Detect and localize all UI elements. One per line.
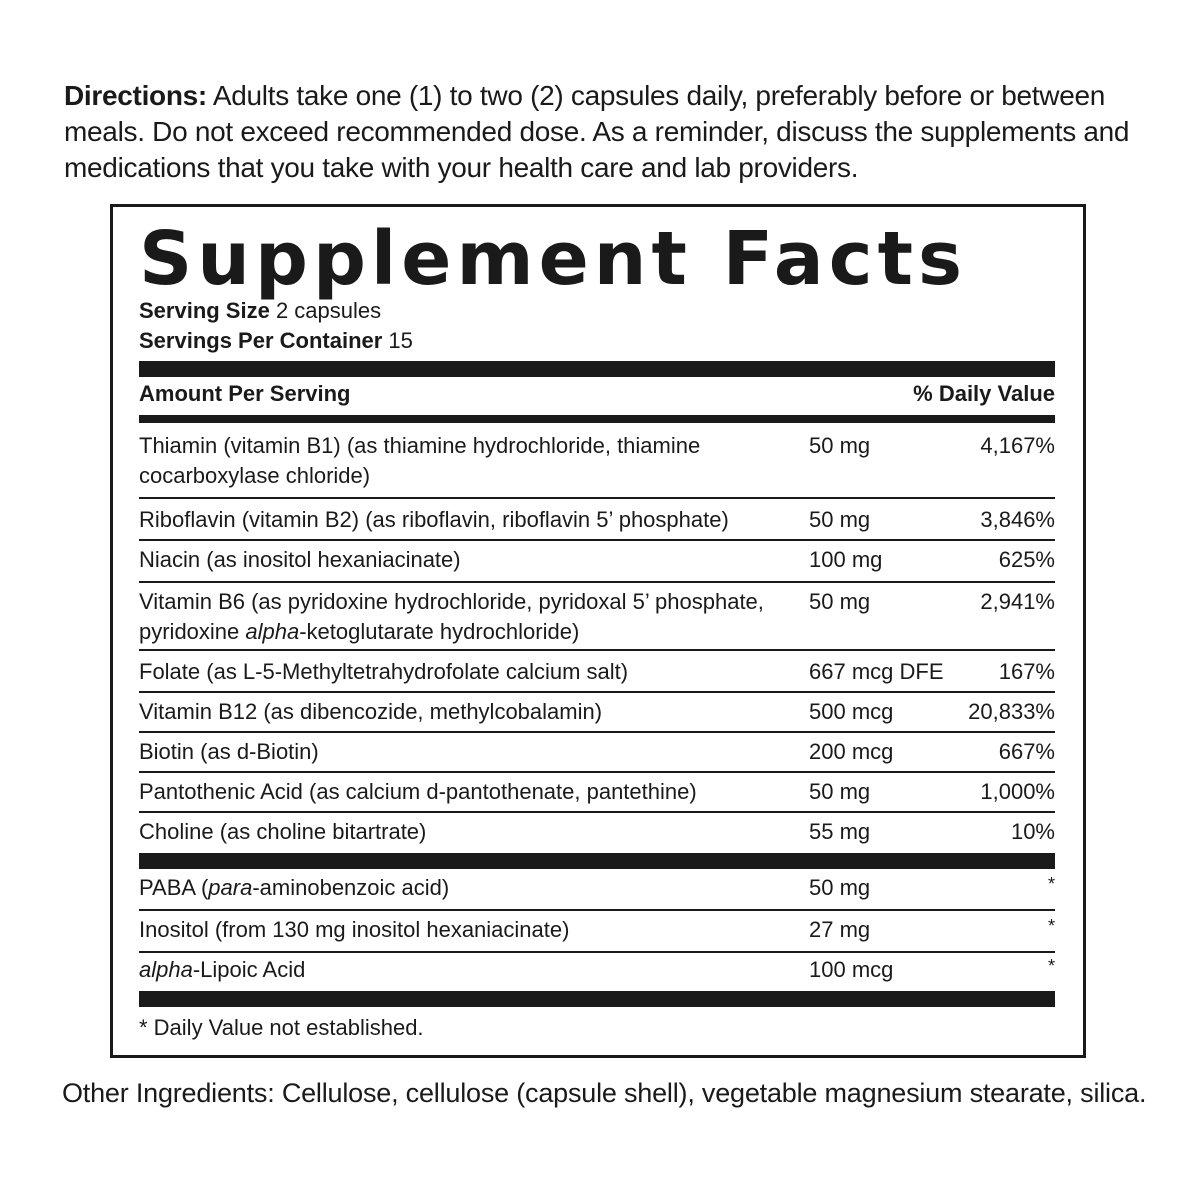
nutrient-name-part: -ketoglutarate hydrochloride) — [299, 619, 580, 644]
nutrient-dv: 1,000% — [980, 779, 1055, 804]
nutrient-name: Folate (as L-5-Methyltetrahydrofolate calcium salt) — [139, 659, 629, 684]
row-divider — [139, 539, 1055, 541]
ingredient-amount: 100 mcg — [809, 957, 894, 982]
nutrient-dv: 667% — [998, 739, 1055, 764]
nutrient-amount: 50 mg — [809, 507, 871, 532]
ingredient-name-italic: alpha — [139, 957, 193, 982]
nutrient-dv: 4,167% — [980, 433, 1055, 458]
thick-divider — [139, 991, 1055, 1007]
ingredient-name-part: -Lipoic Acid — [192, 957, 306, 982]
servings-value: 15 — [382, 328, 413, 353]
ingredient-name: Inositol (from 130 mg inositol hexaniacinate) — [139, 917, 570, 942]
ingredient-amount: 50 mg — [809, 875, 871, 900]
amount-header: Amount Per Serving — [139, 381, 351, 406]
nutrient-name: Riboflavin (vitamin B2) (as riboflavin, riboflavin 5’ phosphate) — [139, 507, 729, 532]
row-divider — [139, 691, 1055, 693]
serving-size-label: Serving Size — [139, 298, 270, 323]
thick-divider — [139, 853, 1055, 869]
row-divider — [139, 909, 1055, 911]
nutrient-amount: 55 mg — [809, 819, 871, 844]
servings-label: Servings Per Container — [139, 328, 383, 353]
nutrient-name: Vitamin B12 (as dibencozide, methylcobalamin) — [139, 699, 603, 724]
row-divider — [139, 497, 1055, 499]
nutrient-dv: 3,846% — [980, 507, 1055, 532]
dv-header: % Daily Value — [913, 381, 1055, 406]
serving-size — [139, 297, 381, 325]
other-ingredients: Other Ingredients: Cellulose, cellulose (capsule shell), vegetable magnesium stearate, silica. — [62, 1078, 1147, 1108]
nutrient-name — [139, 587, 789, 647]
nutrient-dv: 167% — [998, 659, 1055, 684]
row-divider — [139, 581, 1055, 583]
ingredient-dv: * — [1047, 956, 1055, 976]
ingredient-name — [139, 955, 789, 985]
nutrient-name: Choline (as choline bitartrate) — [139, 819, 427, 844]
nutrient-amount: 50 mg — [809, 779, 871, 804]
directions-text — [64, 78, 1164, 186]
directions-label: Directions: — [64, 80, 207, 111]
column-header — [139, 381, 1055, 413]
nutrient-amount: 100 mg — [809, 547, 883, 572]
thick-divider — [139, 361, 1055, 377]
nutrient-name-italic: alpha — [245, 619, 300, 644]
ingredient-amount: 27 mg — [809, 917, 871, 942]
nutrient-amount: 667 mcg DFE — [809, 659, 944, 684]
nutrient-dv: 2,941% — [980, 589, 1055, 614]
nutrient-name: Pantothenic Acid (as calcium d-pantothenate, pantethine) — [139, 779, 697, 804]
ingredient-name-part: -aminobenzoic acid) — [252, 875, 450, 900]
ingredient-dv: * — [1047, 874, 1055, 894]
nutrient-amount: 50 mg — [809, 433, 871, 458]
nutrient-name: Biotin (as d-Biotin) — [139, 739, 319, 764]
row-divider — [139, 951, 1055, 953]
ingredient-name-part: PABA ( — [139, 875, 209, 900]
facts-title: Supplement Facts — [139, 216, 968, 302]
nutrient-dv: 625% — [998, 547, 1055, 572]
serving-size-value: 2 capsules — [269, 298, 382, 323]
nutrient-name: Thiamin (vitamin B1) (as thiamine hydrochloride, thiamine cocarboxylase chloride) — [139, 433, 701, 488]
row-divider — [139, 771, 1055, 773]
ingredient-dv: * — [1047, 916, 1055, 936]
servings-per-container — [139, 327, 413, 355]
nutrient-name: Niacin (as inositol hexaniacinate) — [139, 547, 461, 572]
nutrient-dv: 10% — [1010, 819, 1055, 844]
row-divider — [139, 811, 1055, 813]
footnote: * Daily Value not established. — [139, 1015, 424, 1040]
nutrient-amount: 200 mcg — [809, 739, 894, 764]
ingredient-name — [139, 873, 789, 903]
supplement-facts-panel — [110, 204, 1086, 1058]
row-divider — [139, 649, 1055, 651]
medium-divider — [139, 415, 1055, 423]
nutrient-amount: 500 mcg — [809, 699, 894, 724]
directions-body: Adults take one (1) to two (2) capsules daily, preferably before or between meals. Do not exceed recommended dose. As a reminder, discuss the supplements and medications that you take with your health care and lab providers. — [64, 80, 1130, 183]
nutrient-name-part: Vitamin B6 (as pyridoxine hydrochloride, pyridoxal 5’ phosphate, pyridoxine — [139, 589, 764, 644]
ingredient-name-italic: para — [208, 875, 253, 900]
nutrient-dv: 20,833% — [968, 699, 1055, 724]
nutrient-amount: 50 mg — [809, 589, 871, 614]
row-divider — [139, 731, 1055, 733]
